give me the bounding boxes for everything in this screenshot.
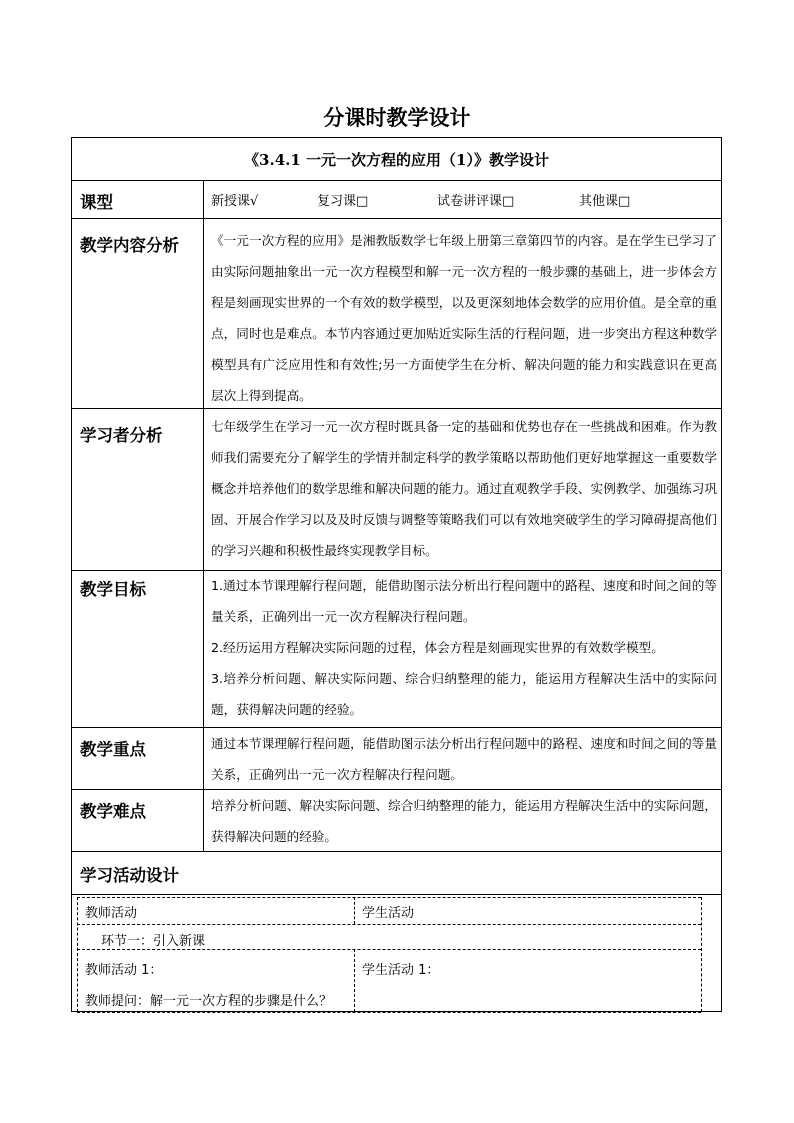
teacher-activity-header: 教师活动 — [85, 906, 138, 921]
objective-item: 1.通过本节课理解行程问题，能借助图示法分析出行程问题中的路程、速度和时间之间的等量关系，正确列出一元一次方程解决行程问题。 — [211, 578, 717, 624]
objective-item: 2.经历运用方程解决实际问题的过程，体会方程是刻画现实世界的有效数学模型。 — [211, 640, 664, 655]
lesson-type-option: 试卷讲评课□ — [437, 194, 515, 209]
teacher-activity-1: 教师活动 1： — [85, 963, 163, 978]
objectives-label: 教学目标 — [80, 580, 146, 599]
objective-item: 3.培养分析问题、解决实际问题、综合归纳整理的能力，能运用方程解决生活中的实际问题，获得解决问题的经验。 — [211, 671, 717, 717]
content-analysis-row — [72, 219, 721, 409]
lesson-heading-row — [72, 138, 721, 181]
key-points-label: 教学重点 — [80, 740, 146, 759]
content-analysis-label: 教学内容分析 — [80, 236, 179, 255]
stage-one-label: 环节一：引入新课 — [101, 934, 206, 949]
lesson-type-option: 新授课√ — [211, 194, 259, 209]
lesson-heading: 《3.4.1 一元一次方程的应用（1）》教学设计 — [244, 151, 549, 169]
learner-analysis-row — [72, 409, 721, 571]
lesson-design-table — [71, 137, 722, 1012]
objectives-row — [72, 571, 721, 728]
lesson-type-option: 复习课□ — [317, 194, 369, 209]
key-points-text: 通过本节课理解行程问题，能借助图示法分析出行程问题中的路程、速度和时间之间的等量关系，正确列出一元一次方程解决行程问题。 — [211, 736, 717, 782]
objectives-list — [211, 570, 717, 725]
learner-analysis-label: 学习者分析 — [80, 426, 163, 445]
activity-design-label: 学习活动设计 — [80, 866, 179, 885]
difficulties-label: 教学难点 — [80, 802, 146, 821]
difficulties-row — [72, 790, 721, 852]
difficulties-text: 培养分析问题、解决实际问题、综合归纳整理的能力，能运用方程解决生活中的实际问题，获得解决问题的经验。 — [211, 798, 717, 844]
key-points-row — [72, 728, 721, 790]
activity-design-row — [72, 852, 721, 895]
label-column-divider — [203, 181, 204, 852]
student-activity-header: 学生活动 — [362, 906, 415, 921]
content-analysis-text: 《一元一次方程的应用》是湘教版数学七年级上册第三章第四节的内容。是在学生已学习了由实际问题抽象出一元一次方程模型和解一元一次方程的一般步骤的基础上，进一步体会方程是刻画现实世界的一个有效的数学模型，以及更深刻地体会数学的应用价值。是全章的重点，同时也是难点。本节内容通过更加贴近实际生活的行程问题，进一步突出方程这种数学模型具有广泛应用性和有效性;另一方面使学生在分析、解决问题的能力和实践意识在更高层次上得到提高。 — [211, 233, 717, 403]
student-activity-1: 学生活动 1： — [362, 963, 440, 978]
lesson-type-label: 课型 — [80, 193, 113, 212]
learner-analysis-text: 七年级学生在学习一元一次方程时既具备一定的基础和优势也存在一些挑战和困难。作为教师我们需要充分了解学生的学情并制定科学的教学策略以帮助他们更好地掌握这一重要数学概念并培养他们的数学思维和解决问题的能力。通过直观教学手段、实例教学、加强练习巩固、开展合作学习以及及时反馈与调整等策略我们可以有效地突破学生的学习障碍提高他们的学习兴趣和积极性最终实现教学目标。 — [211, 419, 717, 558]
lesson-type-option: 其他课□ — [579, 194, 631, 209]
document-title: 分课时教学设计 — [323, 105, 471, 130]
teacher-question: 教师提问：解一元一次方程的步骤是什么？ — [85, 994, 333, 1009]
activity-table — [77, 897, 701, 1013]
